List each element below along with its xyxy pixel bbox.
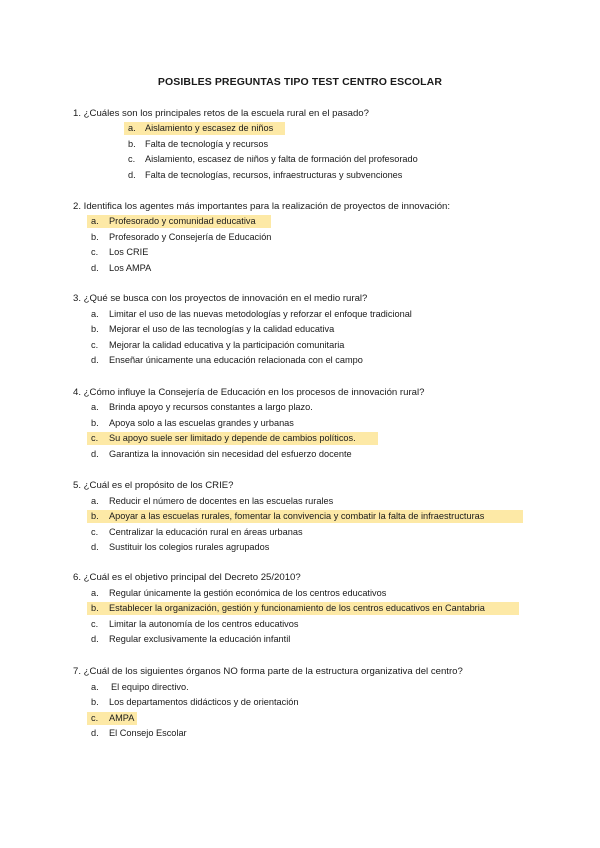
option-letter: b. (91, 697, 99, 707)
option-text: Los AMPA (109, 263, 152, 273)
option-letter: a. (91, 216, 99, 226)
option-text: Brinda apoyo y recursos constantes a largo plazo. (109, 402, 313, 412)
option-letter: d. (91, 263, 99, 273)
option-text: El Consejo Escolar (109, 728, 187, 738)
option-text: Apoyar a las escuelas rurales, fomentar la convivencia y combatir la falta de infraestructuras (109, 511, 485, 521)
option-text: Falta de tecnología y recursos (145, 139, 269, 149)
option-letter: b. (128, 139, 136, 149)
option-text: Regular exclusivamente la educación infantil (109, 634, 291, 644)
option-letter: c. (91, 713, 99, 723)
option-letter: b. (91, 418, 99, 428)
question-text: 3. ¿Qué se busca con los proyectos de innovación en el medio rural? (73, 293, 368, 304)
option-text: Reducir el número de docentes en las escuelas rurales (109, 496, 334, 506)
page-title: POSIBLES PREGUNTAS TIPO TEST CENTRO ESCOLAR (157, 76, 443, 88)
option-letter: b. (91, 603, 99, 613)
option-letter: b. (91, 511, 99, 521)
option-text: AMPA (109, 713, 135, 723)
option-text: Su apoyo suele ser limitado y depende de cambios políticos. (109, 433, 356, 443)
option-text: El equipo directivo. (111, 682, 189, 692)
option-letter: a. (91, 682, 99, 692)
option-text: Garantiza la innovación sin necesidad del esfuerzo docente (109, 449, 352, 459)
option-text: Falta de tecnologías, recursos, infraestructuras y subvenciones (145, 170, 403, 180)
option-text: Aislamiento, escasez de niños y falta de formación del profesorado (145, 154, 418, 164)
option-text: Mejorar el uso de las tecnologías y la calidad educativa (109, 324, 335, 334)
question-text: 1. ¿Cuáles son los principales retos de la escuela rural en el pasado? (73, 108, 369, 119)
option-letter: b. (91, 232, 99, 242)
option-text: Apoya solo a las escuelas grandes y urbanas (109, 418, 294, 428)
question-text: 2. Identifica los agentes más importantes para la realización de proyectos de innovación: (73, 201, 451, 212)
option-text: Centralizar la educación rural en áreas urbanas (109, 527, 303, 537)
option-letter: a. (91, 309, 99, 319)
option-letter: d. (91, 355, 99, 365)
option-text: Sustituir los colegios rurales agrupados (109, 542, 270, 552)
question-text: 6. ¿Cuál es el objetivo principal del Decreto 25/2010? (73, 572, 301, 583)
option-letter: d. (91, 542, 99, 552)
option-text: Mejorar la calidad educativa y la participación comunitaria (109, 340, 345, 350)
question-text: 4. ¿Cómo influye la Consejería de Educación en los procesos de innovación rural? (73, 387, 425, 398)
option-text: Profesorado y Consejería de Educación (109, 232, 272, 242)
question-text: 7. ¿Cuál de los siguientes órganos NO forma parte de la estructura organizativa del centro? (73, 666, 463, 677)
option-letter: a. (128, 123, 136, 133)
option-text: Limitar la autonomía de los centros educativos (109, 619, 299, 629)
option-letter: a. (91, 496, 99, 506)
option-letter: d. (91, 728, 99, 738)
option-letter: c. (91, 433, 99, 443)
option-letter: d. (91, 634, 99, 644)
option-text: Profesorado y comunidad educativa (109, 216, 256, 226)
option-text: Aislamiento y escasez de niños (145, 123, 274, 133)
option-letter: c. (91, 527, 99, 537)
option-letter: d. (91, 449, 99, 459)
option-letter: c. (128, 154, 136, 164)
option-text: Los departamentos didácticos y de orientación (109, 697, 299, 707)
option-letter: c. (91, 247, 99, 257)
question-text: 5. ¿Cuál es el propósito de los CRIE? (73, 480, 234, 491)
option-text: Regular únicamente la gestión económica de los centros educativos (109, 588, 387, 598)
option-text: Los CRIE (109, 247, 149, 257)
option-text: Enseñar únicamente una educación relacionada con el campo (109, 355, 363, 365)
option-letter: b. (91, 324, 99, 334)
option-letter: a. (91, 402, 99, 412)
option-letter: c. (91, 619, 99, 629)
option-text: Limitar el uso de las nuevas metodologías y reforzar el enfoque tradicional (109, 309, 412, 319)
option-text: Establecer la organización, gestión y funcionamiento de los centros educativos en Cantabria (109, 603, 485, 613)
option-letter: c. (91, 340, 99, 350)
option-letter: a. (91, 588, 99, 598)
option-letter: d. (128, 170, 136, 180)
